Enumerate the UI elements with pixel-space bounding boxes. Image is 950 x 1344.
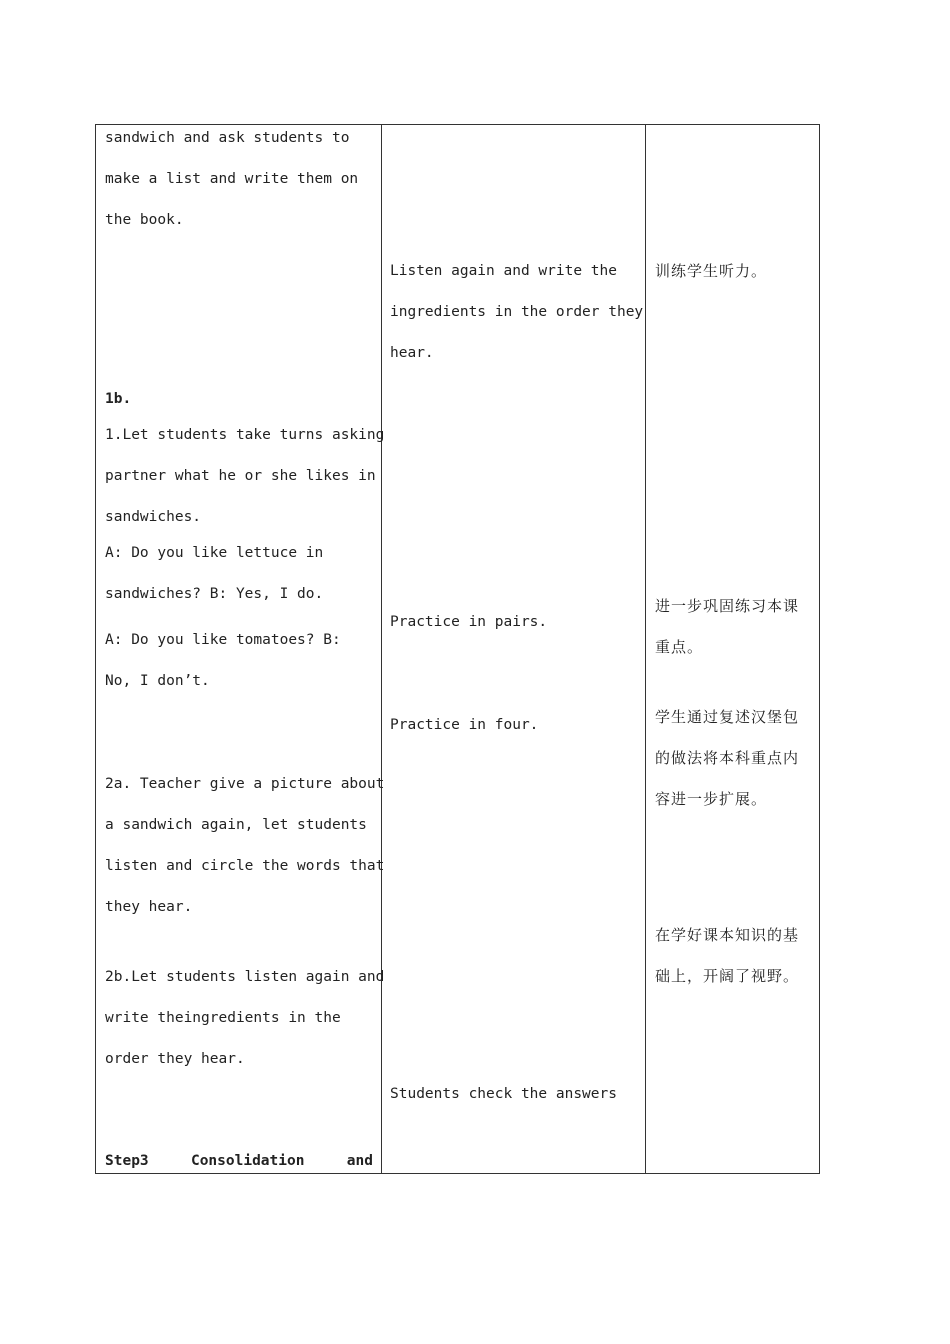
column-divider-2: [645, 125, 646, 1173]
intent-horizon-line: 础上，开阔了视野。: [655, 967, 800, 985]
intent-retell-line: 的做法将本科重点内: [655, 749, 800, 767]
lesson-plan-table: [95, 124, 820, 1174]
intent-consolidate-line: 重点。: [655, 638, 704, 656]
step-1b-line: 1.Let students take turns asking: [105, 427, 385, 443]
step-1b-line: sandwiches.: [105, 509, 202, 525]
listen-line: Listen again and write the: [390, 263, 617, 279]
intro-line: sandwich and ask students to: [105, 130, 350, 146]
intent-listening: 训练学生听力。: [655, 262, 768, 280]
intent-consolidate-line: 进一步巩固练习本课: [655, 597, 800, 615]
step-2a-line: they hear.: [105, 899, 193, 915]
step-1b-title: 1b.: [105, 391, 132, 407]
practice-pairs: Practice in pairs.: [390, 614, 548, 630]
dialog-line: sandwiches? B: Yes, I do.: [105, 586, 324, 602]
step-3-word: Step3: [105, 1153, 149, 1169]
step-3-word: Consolidation: [190, 1153, 305, 1169]
intent-horizon-line: 在学好课本知识的基: [655, 926, 800, 944]
intro-line: the book.: [105, 212, 184, 228]
intent-retell-line: 容进一步扩展。: [655, 790, 768, 808]
intro-line: make a list and write them on: [105, 171, 359, 187]
step-1b-line: partner what he or she likes in: [105, 468, 376, 484]
column-divider-1: [381, 125, 382, 1173]
step-3-heading: [105, 1141, 373, 1182]
listen-line: ingredients in the order they: [390, 304, 644, 320]
dialog-line: A: Do you like lettuce in: [105, 545, 324, 561]
step-2a-line: a sandwich again, let students: [105, 817, 367, 833]
dialog-line: No, I don’t.: [105, 673, 210, 689]
dialog-line: A: Do you like tomatoes? B:: [105, 632, 341, 648]
practice-four: Practice in four.: [390, 717, 539, 733]
step-3-word: and: [346, 1153, 373, 1169]
step-2b-line: order they hear.: [105, 1051, 245, 1067]
intent-retell-line: 学生通过复述汉堡包: [655, 708, 800, 726]
check-answers: Students check the answers: [390, 1086, 617, 1102]
step-2a-line: 2a. Teacher give a picture about: [105, 776, 385, 792]
listen-line: hear.: [390, 345, 434, 361]
step-2b-line: 2b.Let students listen again and: [105, 969, 385, 985]
step-2a-line: listen and circle the words that: [105, 858, 385, 874]
step-2b-line: write theingredients in the: [105, 1010, 341, 1026]
